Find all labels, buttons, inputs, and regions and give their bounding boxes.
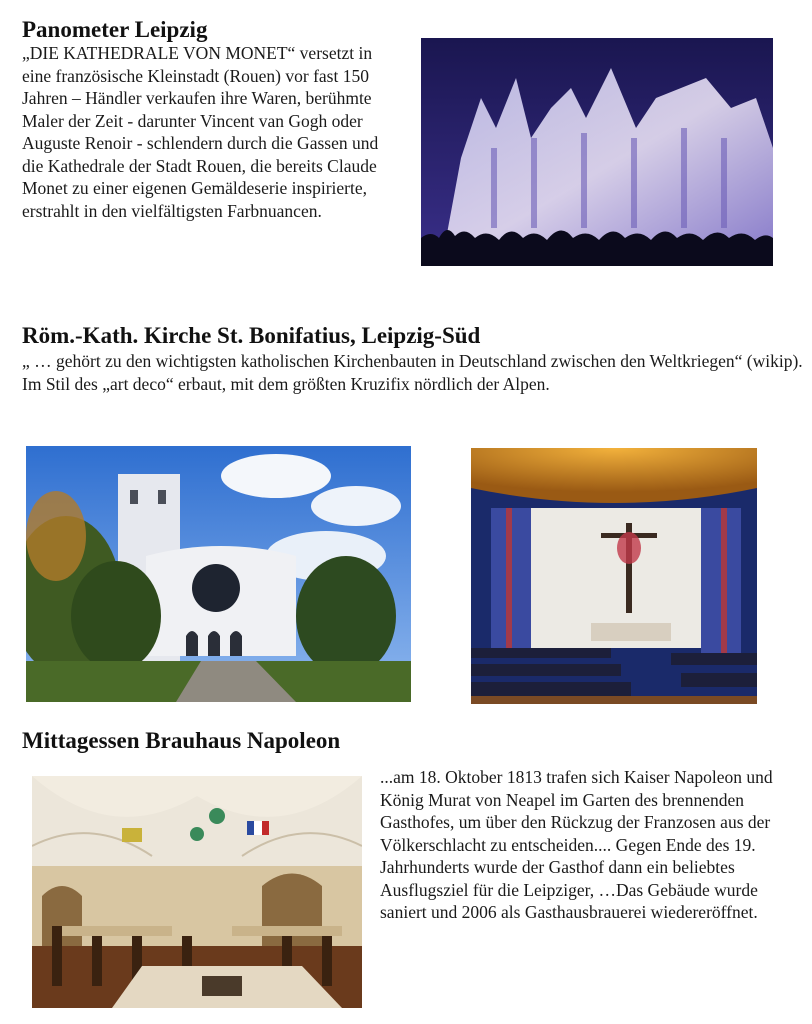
napoleon-title: Mittagessen Brauhaus Napoleon [22,728,341,753]
napoleon-text: ...am 18. Oktober 1813 trafen sich Kaiser Napoleon und König Murat von Neapel im Garten des brennenden Gasthofes, um über den Rückzug der Franzosen aus der Völkerschlacht zu entscheiden.... Gegen Ende des 19. Jahrhunderts wurde der Gasthof dann ein beliebtes Ausflugsziel für die Leipziger, …Das Gebäude wurde saniert und 2006 als Gasthausbrauerei wiedereröffnet. [380,767,773,922]
bonifatius-interior-photo [471,448,757,704]
bonifatius-text: „ … gehört zu den wichtigsten katholischen Kirchenbauten in Deutschland zwischen den Weltkriegen“ (wikip). Im Stil des „art deco“ erbaut, mit dem größten Kruzifix nördlich der Alpen. [22,351,803,394]
panometer-title: Panometer Leipzig [22,17,208,42]
panometer-text: „DIE KATHEDRALE VON MONET“ versetzt in eine französische Kleinstadt (Rouen) vor fast 150 Jahren – Händler verkaufen ihre Waren, berühmte Maler der Zeit - darunter Vincent van Gogh oder Auguste Renoir - schlendern durch die Gassen und die Kathedrale der Stadt Rouen, die bereits Claude Monet zu einer eigenen Gemäldeserie inspirierte, erstrahlt in den vielfältigsten Farbnuancen. [22,43,379,221]
panometer-cathedral-photo [421,38,773,266]
bonifatius-exterior-photo [26,446,411,702]
bonifatius-title: Röm.-Kath. Kirche St. Bonifatius, Leipzig-Süd [22,323,481,348]
napoleon-restaurant-photo [32,776,362,1008]
